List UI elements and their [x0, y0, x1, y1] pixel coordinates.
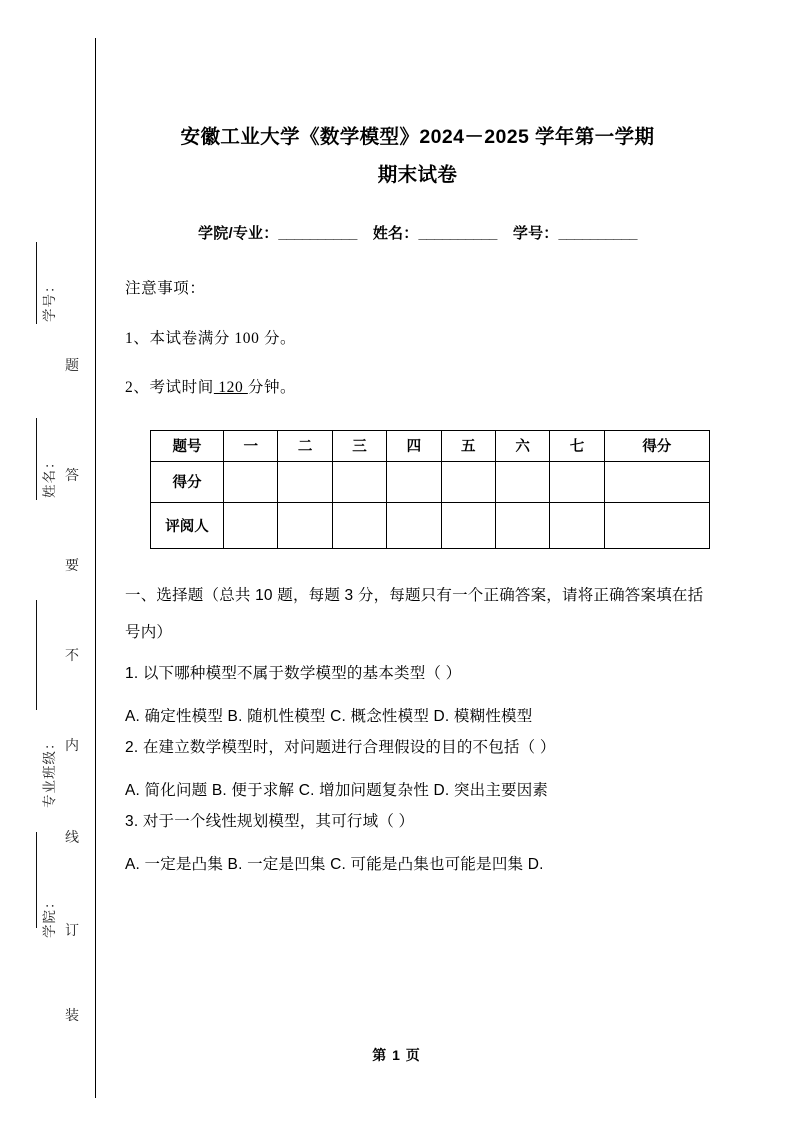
- question-3-options: A. 一定是凸集 B. 一定是凹集 C. 可能是凸集也可能是凹集 D.: [125, 856, 544, 873]
- score-table-header-3: 三: [332, 430, 386, 461]
- score-table-header-4: 四: [387, 430, 441, 461]
- note-item-1: 1、本试卷满分 100 分。: [125, 329, 297, 347]
- question-2-text: 2. 在建立数学模型时，对问题进行合理假设的目的不包括（ ）: [125, 738, 556, 756]
- exam-content: [125, 0, 710, 873]
- grader-cell-3[interactable]: [332, 502, 386, 548]
- page-number: 第 1 页: [372, 1047, 421, 1063]
- note-item-2-prefix: 2、考试时间: [125, 379, 214, 396]
- exam-title-line2: 期末试卷: [377, 164, 458, 186]
- page-title: [125, 0, 710, 194]
- notes-heading: 注意事项：: [125, 280, 206, 297]
- binding-char-0: 题: [65, 359, 79, 374]
- score-cell-2[interactable]: [278, 461, 332, 502]
- score-table-header-5: 五: [441, 430, 495, 461]
- score-table: [150, 430, 710, 549]
- page-footer: [0, 1045, 793, 1065]
- score-cell-1[interactable]: [224, 461, 278, 502]
- note-item-2-suffix: 分钟。: [247, 379, 297, 396]
- score-table-header-0: 题号: [151, 430, 224, 461]
- college-major-blank[interactable]: __________: [278, 225, 357, 242]
- score-cell-7[interactable]: [550, 461, 604, 502]
- grader-cell-7[interactable]: [550, 502, 604, 548]
- question-1-text: 1. 以下哪种模型不属于数学模型的基本类型（ ）: [125, 664, 462, 682]
- student-info-line: [125, 222, 710, 243]
- grader-cell-6[interactable]: [495, 502, 549, 548]
- score-table-header-1: 一: [224, 430, 278, 461]
- binding-char-2: 要: [65, 559, 79, 574]
- table-row-grader: [151, 502, 710, 548]
- grader-cell-5[interactable]: [441, 502, 495, 548]
- question-1-options: A. 确定性模型 B. 随机性模型 C. 概念性模型 D. 模糊性模型: [125, 708, 533, 725]
- section-1-heading: 一、选择题（总共 10 题，每题 3 分，每题只有一个正确答案，请将正确答案填在括号内）: [125, 586, 704, 641]
- binding-char-7: 装: [65, 1009, 79, 1024]
- name-label: 姓名：: [372, 225, 419, 242]
- score-table-header-6: 六: [495, 430, 549, 461]
- student-id-label: 学号：: [512, 225, 559, 242]
- question-3-text: 3. 对于一个线性规划模型，其可行域（ ）: [125, 812, 415, 830]
- name-blank[interactable]: __________: [418, 225, 497, 242]
- binding-rule-college: [36, 832, 37, 928]
- score-table-header-8: 得分: [604, 430, 709, 461]
- binding-char-6: 订: [65, 924, 79, 939]
- binding-rule-class: [36, 600, 37, 710]
- student-id-blank[interactable]: __________: [558, 225, 637, 242]
- binding-label-college: 学院：: [42, 894, 57, 938]
- note-item-2: [125, 380, 710, 396]
- binding-char-1: 答: [65, 469, 79, 484]
- table-row-header: [151, 430, 710, 461]
- score-table-header-2: 二: [278, 430, 332, 461]
- binding-label-name: 姓名：: [42, 454, 57, 498]
- score-row-label: 得分: [151, 461, 224, 502]
- score-table-header-7: 七: [550, 430, 604, 461]
- score-cell-5[interactable]: [441, 461, 495, 502]
- grader-cell-total[interactable]: [604, 502, 709, 548]
- college-major-label: 学院/专业：: [198, 225, 279, 242]
- binding-char-5: 线: [65, 831, 79, 846]
- binding-vertical-line: [95, 38, 96, 1098]
- grader-cell-4[interactable]: [387, 502, 441, 548]
- score-cell-3[interactable]: [332, 461, 386, 502]
- grader-cell-1[interactable]: [224, 502, 278, 548]
- binding-char-3: 不: [65, 649, 79, 664]
- question-2-options: A. 简化问题 B. 便于求解 C. 增加问题复杂性 D. 突出主要因素: [125, 782, 549, 799]
- table-row-score: [151, 461, 710, 502]
- score-cell-4[interactable]: [387, 461, 441, 502]
- binding-char-4: 内: [65, 739, 79, 754]
- binding-label-class: 专业班级：: [42, 735, 57, 808]
- binding-label-student-id: 学号：: [42, 278, 57, 322]
- score-cell-total[interactable]: [604, 461, 709, 502]
- score-cell-6[interactable]: [495, 461, 549, 502]
- binding-margin: [0, 0, 96, 1122]
- binding-rule-name: [36, 418, 37, 500]
- binding-rule-sid: [36, 242, 37, 324]
- exam-title-line1: 安徽工业大学《数学模型》2024－2025 学年第一学期: [180, 126, 655, 148]
- grader-cell-2[interactable]: [278, 502, 332, 548]
- exam-duration-value: 120: [213, 379, 248, 396]
- grader-row-label: 评阅人: [151, 502, 224, 548]
